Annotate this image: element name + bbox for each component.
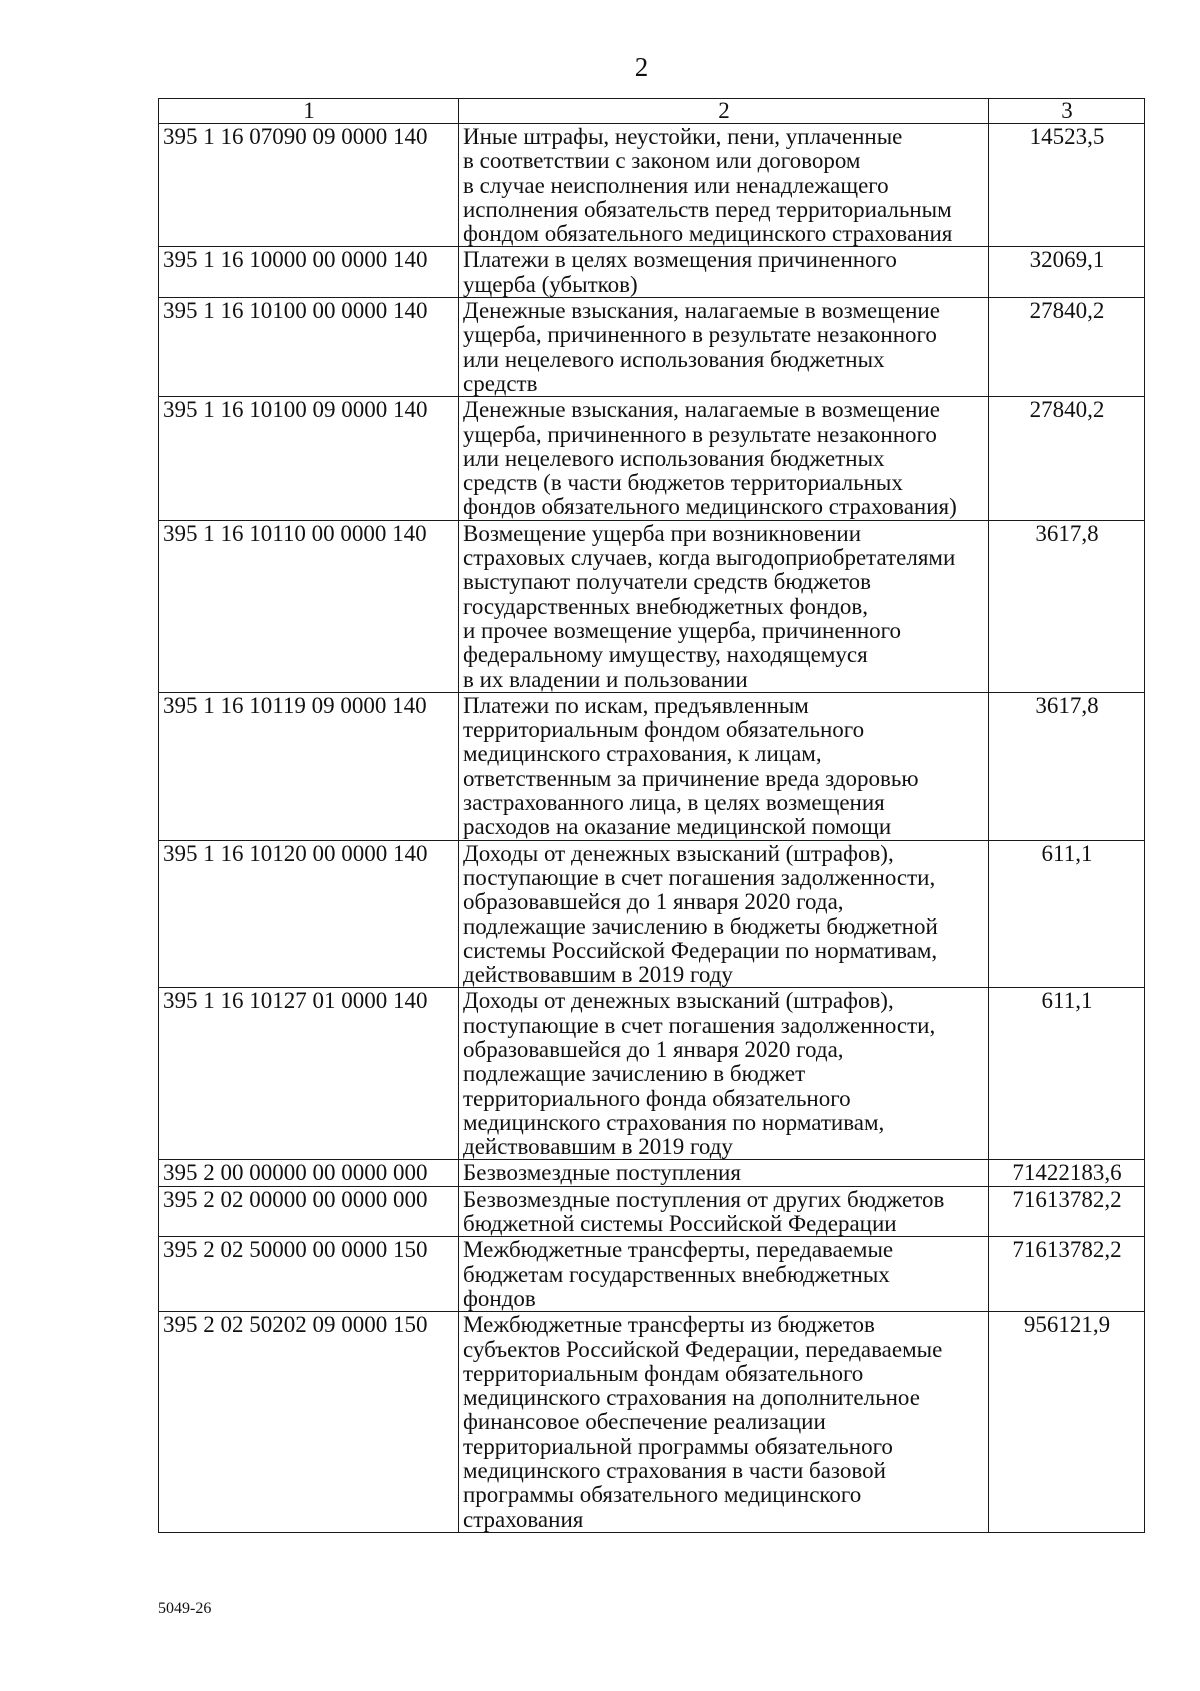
document-reference-number: 5049-26 bbox=[158, 1600, 212, 1617]
budget-code: 395 1 16 10000 00 0000 140 bbox=[159, 247, 459, 298]
table-row bbox=[159, 1186, 1145, 1237]
budget-code: 395 2 00 00000 00 0000 000 bbox=[159, 1160, 459, 1186]
revenue-name: Безвозмездные поступления bbox=[459, 1160, 989, 1186]
amount: 611,1 bbox=[989, 840, 1145, 988]
table-header-row bbox=[159, 99, 1145, 124]
table-row bbox=[159, 247, 1145, 298]
page-number: 2 bbox=[634, 52, 649, 82]
budget-code: 395 1 16 07090 09 0000 140 bbox=[159, 124, 459, 247]
amount: 71613782,2 bbox=[989, 1186, 1145, 1237]
revenue-name: Доходы от денежных взысканий (штрафов), поступающие в счет погашения задолженности, образовавшейся до 1 января 2020 года, подлежащие зачислению в бюджеты бюджетной системы Российской Федерации по нормативам, действовавшим в 2019 году bbox=[459, 840, 989, 988]
amount: 3617,8 bbox=[989, 692, 1145, 840]
table-row bbox=[159, 692, 1145, 840]
budget-code: 395 2 02 50202 09 0000 150 bbox=[159, 1312, 459, 1533]
revenue-name: Платежи по искам, предъявленным территориальным фондом обязательного медицинского страхования, к лицам, ответственным за причинение вреда здоровью застрахованного лица, в целях возмещения расходов на оказание медицинской помощи bbox=[459, 692, 989, 840]
amount: 14523,5 bbox=[989, 124, 1145, 247]
amount: 32069,1 bbox=[989, 247, 1145, 298]
table-row bbox=[159, 840, 1145, 988]
amount: 611,1 bbox=[989, 988, 1145, 1160]
budget-code: 395 1 16 10127 01 0000 140 bbox=[159, 988, 459, 1160]
column-header-amount: 3 bbox=[989, 99, 1145, 124]
budget-table bbox=[158, 98, 1145, 1533]
revenue-name: Денежные взыскания, налагаемые в возмещение ущерба, причиненного в результате незаконного или нецелевого использования бюджетных средств bbox=[459, 298, 989, 397]
column-header-name: 2 bbox=[459, 99, 989, 124]
amount: 71422183,6 bbox=[989, 1160, 1145, 1186]
table-row bbox=[159, 298, 1145, 397]
budget-code: 395 1 16 10100 09 0000 140 bbox=[159, 397, 459, 520]
revenue-name: Денежные взыскания, налагаемые в возмещение ущерба, причиненного в результате незаконного или нецелевого использования бюджетных средств (в части бюджетов территориальных фондов обязательного медицинского страхования) bbox=[459, 397, 989, 520]
budget-code: 395 1 16 10110 00 0000 140 bbox=[159, 520, 459, 692]
budget-code: 395 1 16 10100 00 0000 140 bbox=[159, 298, 459, 397]
amount: 71613782,2 bbox=[989, 1237, 1145, 1312]
table-row bbox=[159, 1160, 1145, 1186]
amount: 956121,9 bbox=[989, 1312, 1145, 1533]
table-row bbox=[159, 1237, 1145, 1312]
revenue-name: Межбюджетные трансферты, передаваемые бюджетам государственных внебюджетных фондов bbox=[459, 1237, 989, 1312]
table-row bbox=[159, 1312, 1145, 1533]
amount: 27840,2 bbox=[989, 298, 1145, 397]
revenue-name: Межбюджетные трансферты из бюджетов субъектов Российской Федерации, передаваемые территориальным фондам обязательного медицинского страхования на дополнительное финансовое обеспечение реализации территориальной программы обязательного медицинского страхования в части базовой программы обязательного медицинского страхования bbox=[459, 1312, 989, 1533]
column-header-code: 1 bbox=[159, 99, 459, 124]
amount: 27840,2 bbox=[989, 397, 1145, 520]
revenue-name: Возмещение ущерба при возникновении страховых случаев, когда выгодоприобретателями выступают получатели средств бюджетов государственных внебюджетных фондов, и прочее возмещение ущерба, причиненного федеральному имуществу, находящемуся в их владении и пользовании bbox=[459, 520, 989, 692]
table-row bbox=[159, 520, 1145, 692]
table-row bbox=[159, 397, 1145, 520]
budget-code: 395 2 02 00000 00 0000 000 bbox=[159, 1186, 459, 1237]
revenue-name: Платежи в целях возмещения причиненного ущерба (убытков) bbox=[459, 247, 989, 298]
revenue-name: Безвозмездные поступления от других бюджетов бюджетной системы Российской Федерации bbox=[459, 1186, 989, 1237]
revenue-name: Иные штрафы, неустойки, пени, уплаченные в соответствии с законом или договором в случае неисполнения или ненадлежащего исполнения обязательств перед территориальным фондом обязательного медицинского страхования bbox=[459, 124, 989, 247]
revenue-name: Доходы от денежных взысканий (штрафов), поступающие в счет погашения задолженности, образовавшейся до 1 января 2020 года, подлежащие зачислению в бюджет территориального фонда обязательного медицинского страхования по нормативам, действовавшим в 2019 году bbox=[459, 988, 989, 1160]
budget-code: 395 1 16 10119 09 0000 140 bbox=[159, 692, 459, 840]
budget-code: 395 1 16 10120 00 0000 140 bbox=[159, 840, 459, 988]
table-row bbox=[159, 124, 1145, 247]
amount: 3617,8 bbox=[989, 520, 1145, 692]
table-row bbox=[159, 988, 1145, 1160]
budget-code: 395 2 02 50000 00 0000 150 bbox=[159, 1237, 459, 1312]
